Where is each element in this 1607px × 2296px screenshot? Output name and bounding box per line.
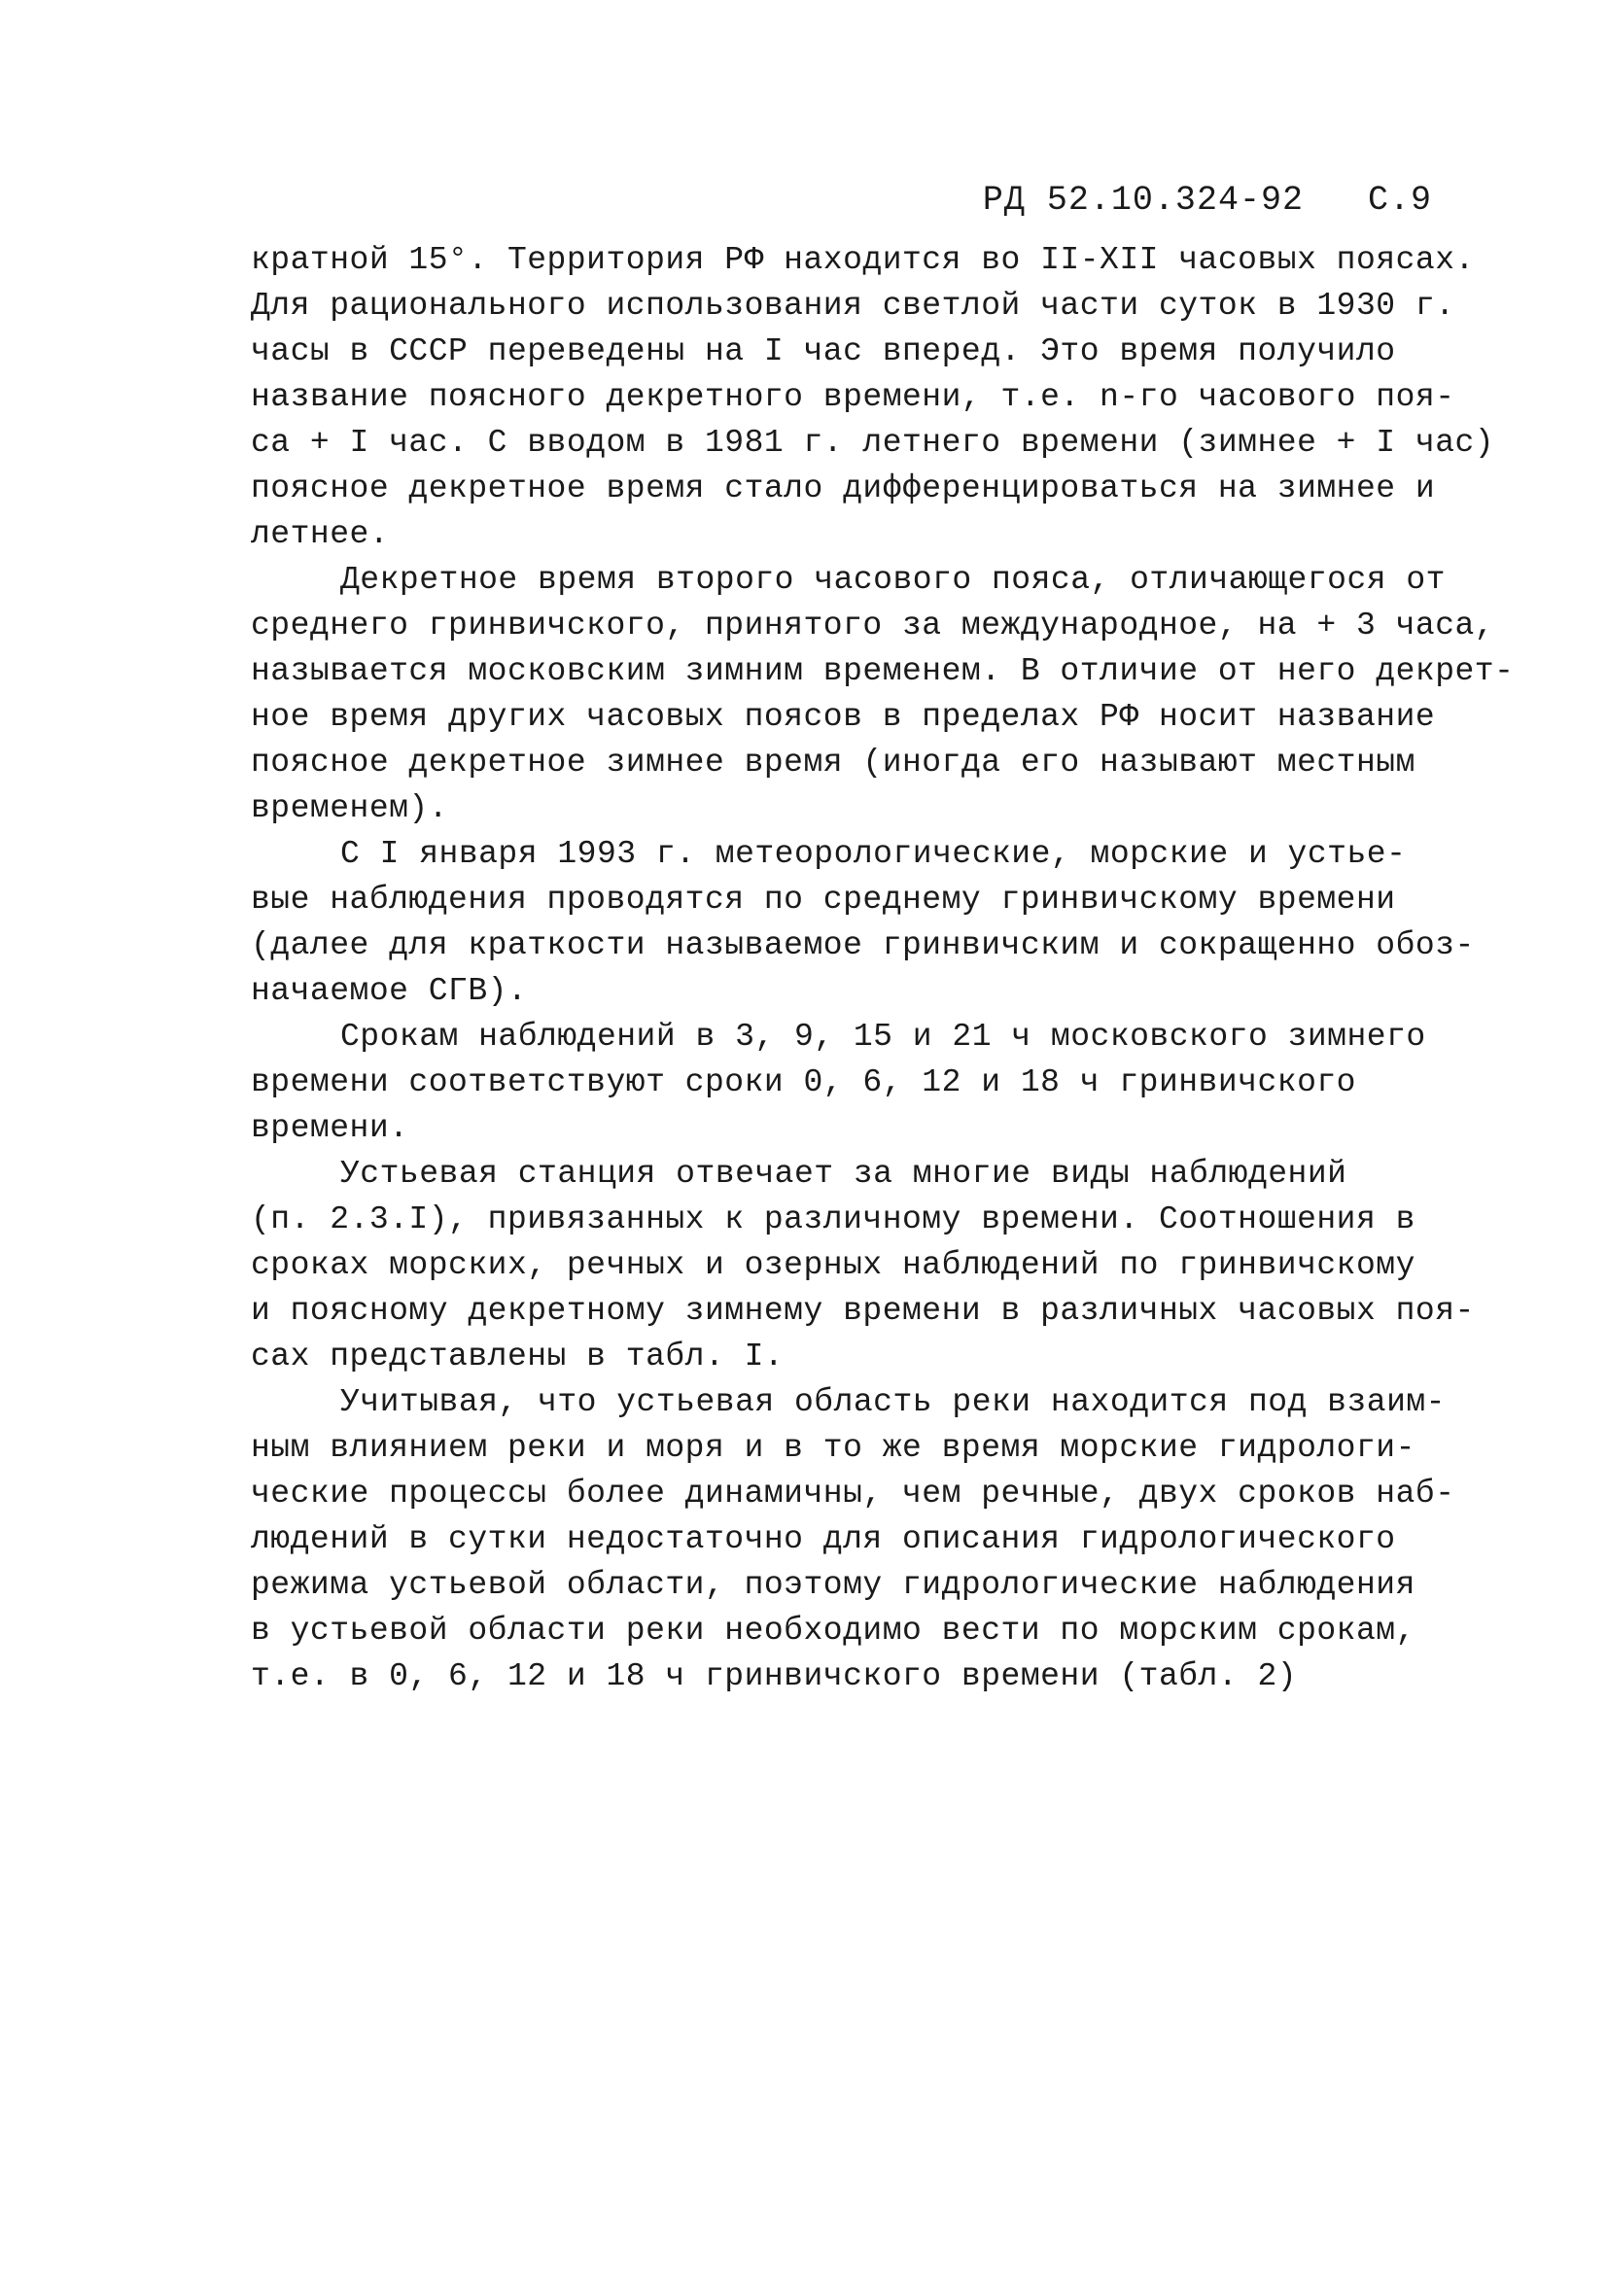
text-line: времени соответствуют сроки 0, 6, 12 и 18 ч гринвичского [251, 1064, 1356, 1100]
page-header [983, 181, 1432, 220]
paragraph-1 [251, 237, 1495, 557]
paragraph-2 [251, 557, 1515, 831]
text-line: Учитывая, что устьевая область реки находится под взаим- [340, 1384, 1446, 1420]
text-line: часы в СССР переведены на I час вперед. Это время получило [251, 333, 1396, 369]
paragraph-5 [251, 1151, 1475, 1379]
text-line: временем). [251, 790, 449, 826]
paragraph-3 [251, 831, 1475, 1014]
text-line: поясное декретное зимнее время (иногда его называют местным [251, 745, 1415, 781]
text-line: ное время других часовых поясов в пределах РФ носит название [251, 699, 1436, 735]
paragraph-6 [251, 1379, 1456, 1699]
text-line: сах представлены в табл. I. [251, 1339, 785, 1374]
text-line: Для рационального использования светлой части суток в 1930 г. [251, 288, 1455, 324]
text-line: Декретное время второго часового пояса, отличающегося от [340, 562, 1446, 598]
text-line: людений в сутки недостаточно для описания гидрологического [251, 1521, 1396, 1557]
text-line: начаемое СГВ). [251, 973, 528, 1009]
text-line: и поясному декретному зимнему времени в различных часовых поя- [251, 1293, 1475, 1329]
body-text [251, 237, 1515, 1699]
text-line: С I января 1993 г. метеорологические, морские и устье- [340, 836, 1407, 872]
text-line: ческие процессы более динамичны, чем речные, двух сроков наб- [251, 1476, 1455, 1512]
text-line: (далее для краткости называемое гринвичским и сокращенно обоз- [251, 927, 1475, 963]
document-code: РД 52.10.324-92 [982, 181, 1304, 220]
text-line: Срокам наблюдений в 3, 9, 15 и 21 ч московского зимнего [340, 1019, 1426, 1055]
text-line: название поясного декретного времени, т.е. n-го часового поя- [251, 379, 1455, 415]
text-line: вые наблюдения проводятся по среднему гринвичскому времени [251, 882, 1396, 918]
text-line: (п. 2.3.I), привязанных к различному времени. Соотношения в [251, 1201, 1415, 1237]
text-line: среднего гринвичского, принятого за международное, на + 3 часа, [251, 608, 1495, 644]
text-line: са + I час. С вводом в 1981 г. летнего времени (зимнее + I час) [251, 425, 1495, 461]
text-line: летнее. [251, 516, 390, 552]
text-line: времени. [251, 1110, 409, 1146]
text-line: в устьевой области реки необходимо вести по морским срокам, [251, 1613, 1415, 1649]
text-line: поясное декретное время стало дифференцироваться на зимнее и [251, 470, 1436, 506]
page-number: С.9 [1367, 181, 1432, 220]
text-line: т.е. в 0, 6, 12 и 18 ч гринвичского времени (табл. 2) [251, 1658, 1298, 1694]
text-line: кратной 15°. Территория РФ находится во II-XII часовых поясах. [251, 242, 1475, 278]
text-line: ным влиянием реки и моря и в то же время морские гидрологи- [251, 1430, 1415, 1466]
paragraph-4 [251, 1014, 1456, 1151]
text-line: режима устьевой области, поэтому гидрологические наблюдения [251, 1567, 1415, 1603]
text-line: сроках морских, речных и озерных наблюдений по гринвичскому [251, 1247, 1415, 1283]
text-line: Устьевая станция отвечает за многие виды наблюдений [340, 1156, 1347, 1192]
text-line: называется московским зимним временем. В отличие от него декрет- [251, 653, 1515, 689]
